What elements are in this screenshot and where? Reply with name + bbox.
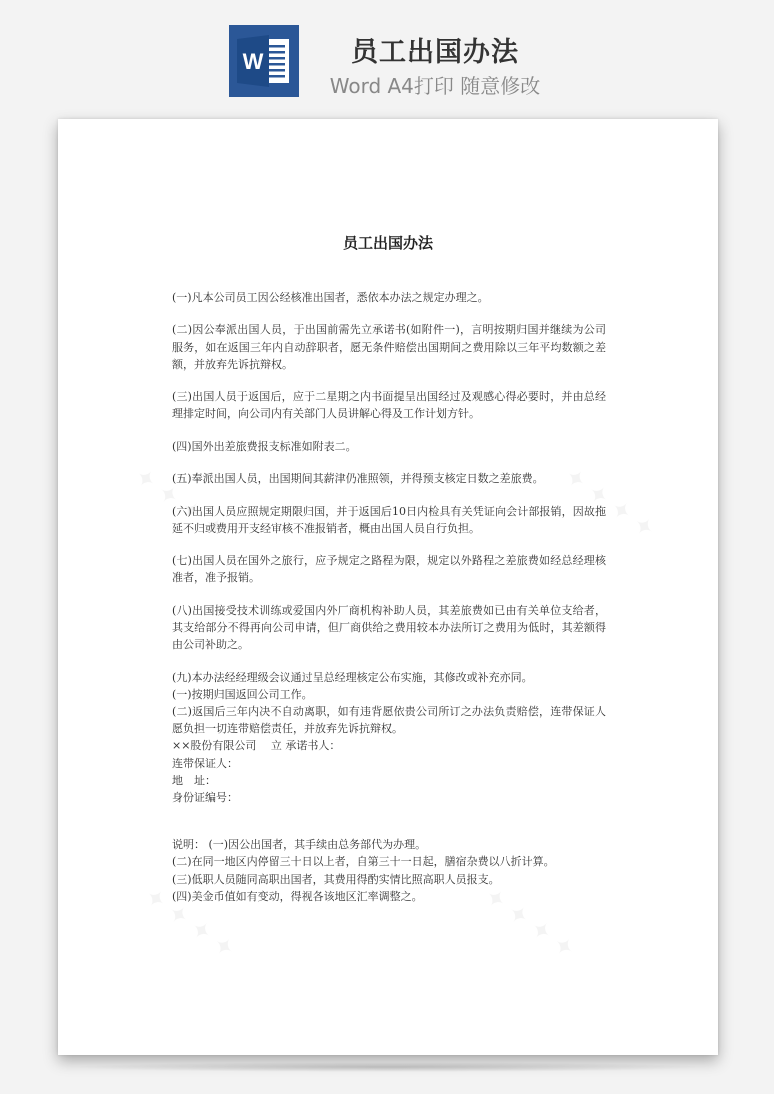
paragraph: (七)出国人员在国外之旅行，应予规定之路程为限，规定以外路程之差旅费如经总经理核准者，准予报销。	[172, 554, 606, 585]
document-page	[58, 119, 718, 1055]
note-line: 说明： (一)因公出国者，其手续由总务部代为办理。	[172, 838, 427, 852]
text-line: (九)本办法经经理级会议通过呈总经理核定公布实施，其修改或补充亦同。	[172, 670, 533, 684]
paragraph: (二)因公奉派出国人员，于出国前需先立承诺书(如附件一)，言明按期归国并继续为公司服务，如在返国三年内自动辞职者，愿无条件赔偿出国期间之费用除以三年平均数额之差额，并放弃先诉抗辩权。	[172, 323, 606, 371]
text-line: 连带保证人：	[172, 756, 238, 770]
paragraph: (三)出国人员于返国后，应于二星期之内书面提呈出国经过及观感心得必要时，并由总经理排定时间，向公司内有关部门人员讲解心得及工作计划方针。	[172, 390, 606, 421]
text-line: 地 址：	[172, 773, 216, 787]
banner-title: 员工出国办法	[351, 37, 519, 68]
paragraph: (六)出国人员应照规定期限归国，并于返国后10日内检具有关凭证向会计部报销，因故拖延不归或费用开支经审核不准报销者，概由出国人员自行负担。	[172, 504, 606, 535]
text-line: 身份证编号：	[172, 790, 238, 804]
document-body	[172, 289, 606, 905]
text-line: (二)返国后三年内决不自动离职，如有违背愿依贵公司所订之办法负责赔偿，连带保证人愿负担一切连带赔偿责任，并放弃先诉抗辩权。	[172, 704, 606, 736]
watermark: ✦ ✦ ✦ ✦	[139, 881, 241, 965]
document-title: 员工出国办法	[342, 234, 433, 252]
spacer	[172, 806, 606, 836]
banner-subtitle: Word A4打印 随意修改	[329, 74, 541, 98]
paragraph: (一)凡本公司员工因公经核准出国者，悉依本办法之规定办理之。	[172, 291, 489, 304]
word-icon-letter: W	[242, 49, 264, 74]
note-line: (四)美金币值如有变动，得视各该地区汇率调整之。	[172, 889, 423, 903]
page-shadow	[70, 1062, 706, 1072]
paragraph: (八)出国接受技术训练或爱国内外厂商机构补助人员，其差旅费如已由有关单位支给者，其支给部分不得再向公司申请，但厂商供给之费用较本办法所订之费用为低时，其差额得由公司补助之。	[172, 603, 606, 652]
text-line: ××股份有限公司 立 承诺书人：	[172, 739, 341, 753]
word-icon	[229, 25, 299, 97]
text-line: (一)按期归国返回公司工作。	[172, 687, 313, 701]
watermark: ✦ ✦ ✦ ✦	[129, 461, 231, 545]
note-line: (二)在同一地区内停留三十日以上者，自第三十一日起，膳宿杂费以八折计算。	[172, 855, 555, 869]
watermark: ✦ ✦ ✦ ✦	[479, 881, 581, 965]
header-banner	[0, 0, 774, 110]
note-line: (三)低职人员随同高职出国者，其费用得酌实情比照高职人员报支。	[172, 872, 500, 886]
paragraph: (五)奉派出国人员，出国期间其薪津仍准照领，并得预支核定日数之差旅费。	[172, 472, 544, 486]
paragraph: (四)国外出差旅费报支标准如附表二。	[172, 439, 357, 453]
watermark: ✦ ✦ ✦ ✦	[559, 461, 661, 545]
